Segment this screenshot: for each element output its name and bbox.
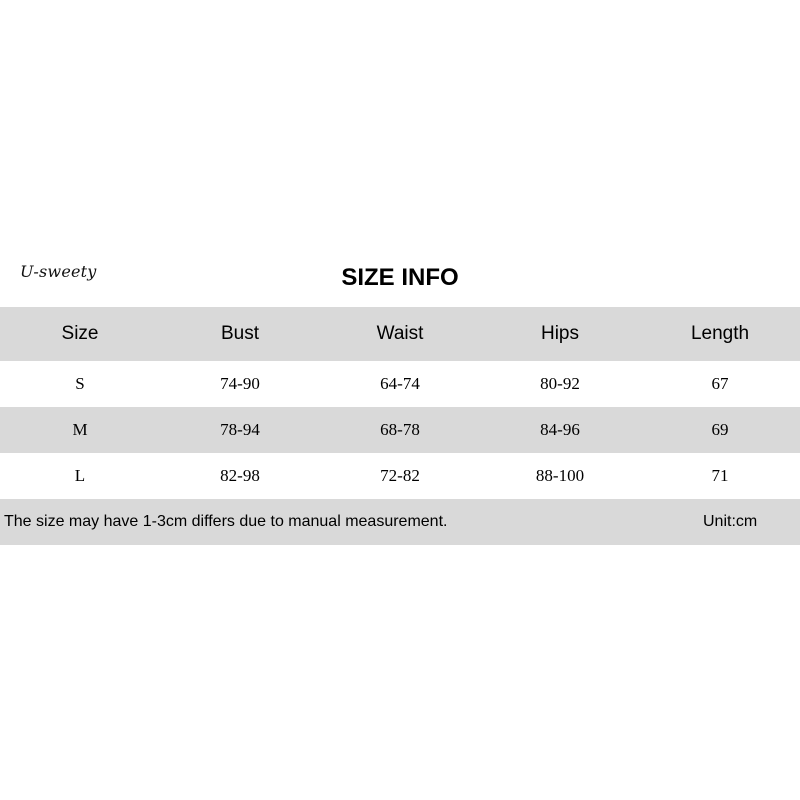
size-table [0, 307, 800, 545]
table-row [0, 407, 800, 453]
cell-waist: 64-74 [320, 361, 480, 407]
note-row [0, 499, 800, 545]
brand-logo-text: U-sweety [20, 262, 97, 281]
cell-size: S [0, 361, 160, 407]
table-row [0, 361, 800, 407]
cell-hips: 80-92 [480, 361, 640, 407]
cell-hips: 84-96 [480, 407, 640, 453]
header-length: Length [640, 307, 800, 361]
cell-bust: 74-90 [160, 361, 320, 407]
measurement-note: The size may have 1-3cm differs due to manual measurement. [0, 499, 640, 545]
cell-size: L [0, 453, 160, 499]
cell-length: 69 [640, 407, 800, 453]
header-hips: Hips [480, 307, 640, 361]
unit-label: Unit:cm [640, 499, 800, 545]
cell-waist: 72-82 [320, 453, 480, 499]
table-row [0, 453, 800, 499]
page-title: SIZE INFO [341, 264, 459, 291]
table-header-row [0, 307, 800, 361]
cell-length: 67 [640, 361, 800, 407]
cell-bust: 78-94 [160, 407, 320, 453]
cell-hips: 88-100 [480, 453, 640, 499]
cell-waist: 68-78 [320, 407, 480, 453]
cell-bust: 82-98 [160, 453, 320, 499]
header-size: Size [0, 307, 160, 361]
cell-length: 71 [640, 453, 800, 499]
cell-size: M [0, 407, 160, 453]
header-waist: Waist [320, 307, 480, 361]
header-bust: Bust [160, 307, 320, 361]
